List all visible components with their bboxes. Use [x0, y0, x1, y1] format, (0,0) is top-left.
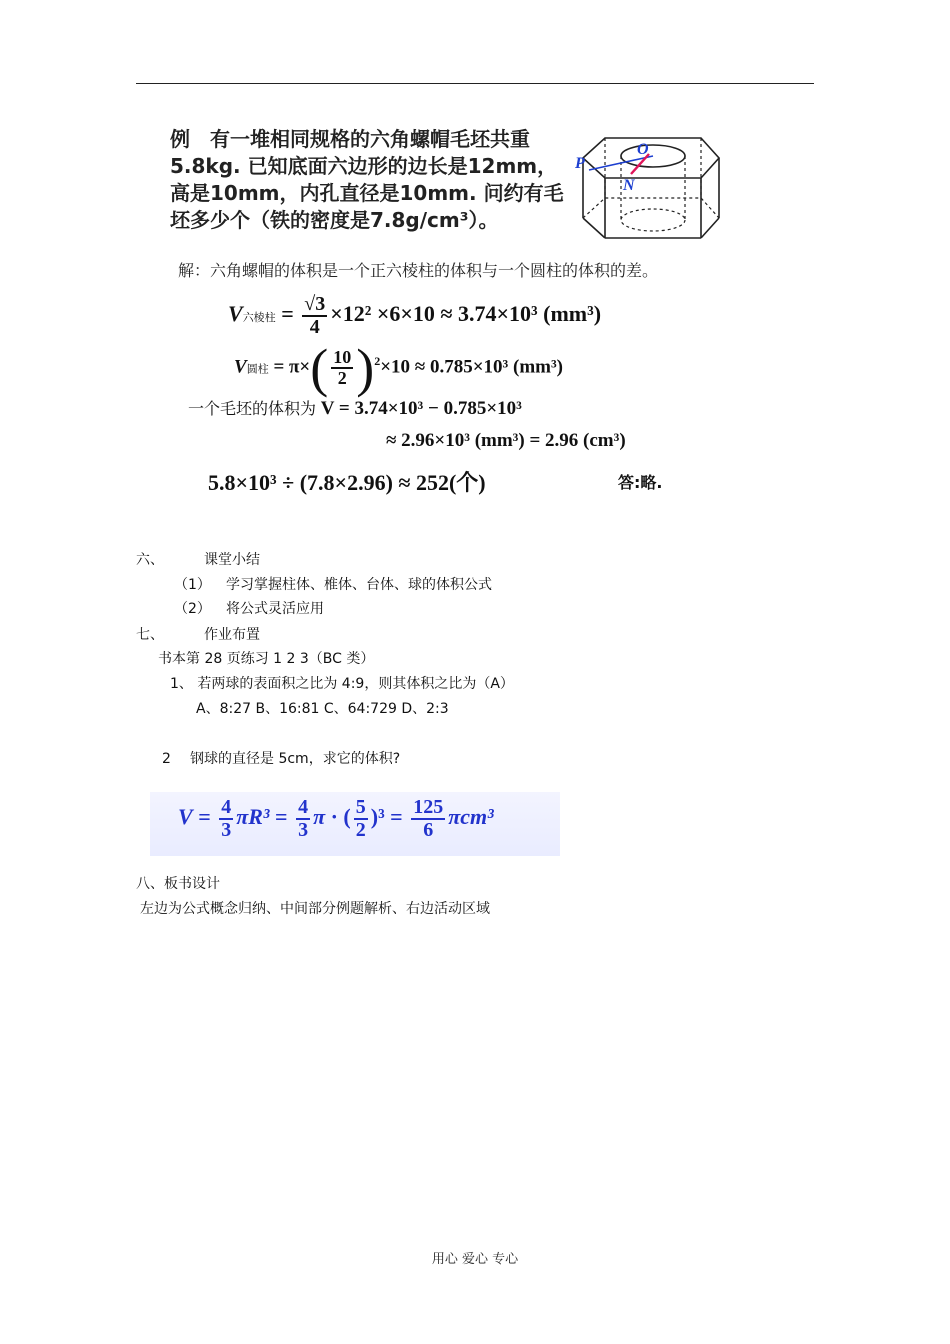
formula-cyl-rest: ×10 ≈ 0.785×10³ (mm³) [380, 356, 564, 378]
question-2-text: 钢球的直径是 5cm，求它的体积? [190, 751, 401, 767]
section6-title: 课堂小结 [204, 552, 260, 568]
formula-hex-sub: 六棱柱 [242, 311, 276, 325]
section8-text: 左边为公式概念归纳、中间部分例题解析、右边活动区域 [140, 901, 490, 917]
page-footer: 用心 爱心 专心 [431, 1252, 519, 1267]
formula-approx: ≈ 2.96×10³ (mm³) = 2.96 (cm³) [386, 430, 626, 451]
formula-volume-lead: 一个毛坯的体积为 [188, 399, 317, 418]
section7-title: 作业布置 [204, 627, 260, 643]
section6-heading [136, 550, 260, 570]
formula-cylinder: V圆柱 = π×( $\frac{10}{2}$ )$^2$×10 ≈ 0.785×10³ (mm³) [234, 338, 564, 398]
formula-blank-volume [188, 396, 522, 420]
section6-num: 六、 [136, 552, 164, 568]
example-problem-text: 有一堆相同规格的六角螺帽毛坯共重5.8kg. 已知底面六边形的边长是12mm，高是10mm，内孔直径是10mm. 问约有毛坯多少个（铁的密度是7.8g/cm³）。 [170, 127, 564, 232]
header-rule [136, 83, 814, 84]
question-1-options: A、8:27 B、16:81 C、64:729 D、2:3 [196, 701, 449, 717]
example-label: 例 [170, 127, 190, 151]
question-2-num: 2 [162, 751, 171, 767]
homework-line: 书本第 28 页练习 1 2 3（BC 类） [158, 651, 375, 667]
point-n-label: N [623, 177, 635, 194]
question-2 [162, 749, 400, 769]
section6-item-1: （1） 学习掌握柱体、椎体、台体、球的体积公式 [174, 577, 492, 593]
formula-hex-rest: ×12² ×6×10 ≈ 3.74×10³ (mm³) [330, 301, 602, 327]
formula-count: 5.8×10³ ÷ (7.8×2.96) ≈ 252(个) [208, 470, 486, 495]
formula-volume-rest: V = 3.74×10³ − 0.785×10³ [320, 398, 522, 419]
answer-text: 答:略. [618, 473, 663, 492]
section7-heading [136, 625, 260, 645]
formula-cyl-sub: 圆柱 [246, 362, 269, 376]
section6-item-2: （2） 将公式灵活应用 [174, 601, 324, 617]
formula-hex-prism: V六棱柱 = $\frac{√3}{4}$ ×12² ×6×10 ≈ 3.74×10³ (mm³) [228, 293, 602, 338]
solution-intro: 解：六角螺帽的体积是一个正六棱柱的体积与一个圆柱的体积的差。 [178, 261, 659, 280]
section7-num: 七、 [136, 627, 164, 643]
point-p-label: P [575, 155, 585, 172]
question-1: 1、 若两球的表面积之比为 4:9，则其体积之比为（A） [170, 676, 514, 692]
example-problem [170, 126, 565, 234]
sphere-volume-formula: V = $\frac{4}{3}$ πR³ = $\frac{4}{3}$ π · ( $\frac{5}{2}$ )³ = $\frac{125}{6}$ πcm³ [178, 796, 494, 841]
section8-heading: 八、板书设计 [136, 876, 220, 892]
hex-nut-figure [565, 132, 725, 248]
point-o-label: O [637, 141, 649, 158]
